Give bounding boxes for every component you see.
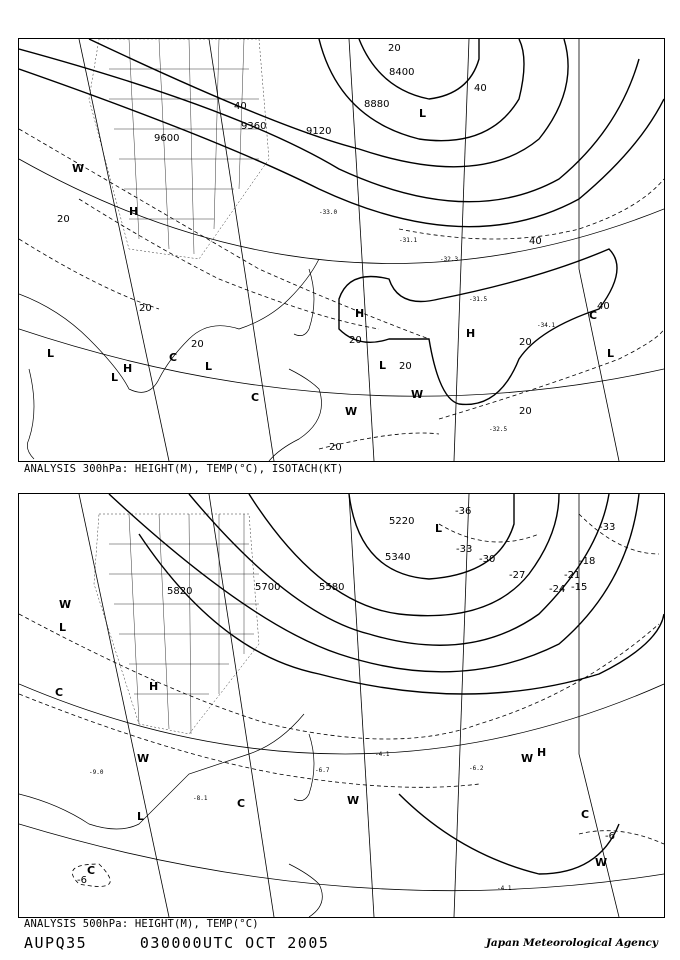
center-l: L [607, 347, 615, 360]
isotach-label: 20 [349, 335, 362, 346]
temp-contour-label: -27 [509, 570, 526, 581]
height-label: 5700 [255, 582, 281, 593]
chart-header [24, 934, 329, 952]
graticule [19, 494, 664, 917]
center-h: H [355, 307, 365, 320]
height-label: 5580 [319, 582, 345, 593]
temp-contour-label: -24 [549, 584, 566, 595]
temp-contour-label: -30 [479, 554, 496, 565]
center-w: W [347, 794, 360, 807]
center-w: W [411, 388, 424, 401]
isotach-label: 20 [519, 337, 532, 348]
panel-500-caption: ANALYSIS 500hPa: HEIGHT(M), TEMP(°C) [24, 918, 259, 930]
hatched-area [94, 514, 259, 734]
temp-label: -31.5 [469, 296, 488, 303]
panel-300-caption: ANALYSIS 300hPa: HEIGHT(M), TEMP(°C), ISOTACH(KT) [24, 463, 344, 475]
center-w: W [72, 162, 85, 175]
isotach-label: 20 [329, 442, 342, 453]
station-temp: -9.0 [89, 769, 104, 776]
center-h: H [149, 680, 159, 693]
height-label: 8880 [364, 99, 390, 110]
center-c: C [251, 391, 260, 404]
map-300hpa-svg [19, 39, 664, 461]
isotach-label: 40 [597, 301, 610, 312]
temp-label: -32.5 [489, 426, 508, 433]
isotach-label: 20 [519, 406, 532, 417]
center-c: C [87, 864, 96, 877]
center-h: H [123, 362, 133, 375]
isotach-label: 20 [57, 214, 70, 225]
center-w: W [595, 856, 608, 869]
height-label: 9120 [306, 126, 332, 137]
chart-code: AUPQ35 [24, 934, 88, 952]
height-label: 5820 [167, 586, 193, 597]
analysis-300hpa-map [18, 38, 665, 462]
center-l: L [435, 522, 443, 535]
temp-contour-label: -6 [605, 831, 615, 842]
temp-contour-label: -15 [571, 582, 588, 593]
center-w: W [345, 405, 358, 418]
center-w: W [59, 598, 72, 611]
temp-contour-label: -36 [455, 506, 472, 517]
isotach-label: 40 [474, 83, 487, 94]
station-temp: -8.1 [193, 795, 208, 802]
graticule [19, 39, 664, 461]
isotach-label: 40 [234, 101, 247, 112]
analysis-500hpa-map [18, 493, 665, 918]
station-temp: -6.7 [315, 767, 330, 774]
map-300hpa-labels [47, 43, 614, 453]
center-h: H [466, 327, 476, 340]
height-label: 9360 [241, 121, 267, 132]
center-c: C [169, 351, 178, 364]
center-l: L [111, 371, 119, 384]
isotach-label: 40 [529, 236, 542, 247]
temp-contour-label: -21 [564, 570, 581, 581]
hatched-area [89, 39, 269, 259]
center-w: W [521, 752, 534, 765]
height-label: 5220 [389, 516, 415, 527]
center-l: L [205, 360, 213, 373]
center-l: L [47, 347, 55, 360]
height-label: 5340 [385, 552, 411, 563]
temp-label: -33.0 [319, 209, 338, 216]
height-label: 8400 [389, 67, 415, 78]
temp-label: -31.1 [399, 237, 418, 244]
center-h: H [129, 205, 139, 218]
center-c: C [589, 309, 598, 322]
center-h: H [537, 746, 547, 759]
temp-contour-label: -33 [456, 544, 473, 555]
station-temp: -4.1 [375, 751, 390, 758]
map-500hpa-svg [19, 494, 664, 917]
center-l: L [137, 810, 145, 823]
center-l: L [419, 107, 427, 120]
center-c: C [237, 797, 246, 810]
center-l: L [379, 359, 387, 372]
center-c: C [55, 686, 64, 699]
isotach-label: 20 [139, 303, 152, 314]
isotach-contours [19, 129, 664, 449]
temp-contour-label: -33 [599, 522, 616, 533]
valid-time: 030000UTC OCT 2005 [139, 934, 330, 952]
temp-label: -34.1 [537, 322, 556, 329]
station-temp: -4.1 [497, 885, 512, 892]
isotach-label: 20 [191, 339, 204, 350]
temp-contour-label: -6 [77, 875, 87, 886]
chart-gap [98, 934, 130, 952]
map-500hpa-labels [55, 506, 615, 892]
center-l: L [59, 621, 67, 634]
center-w: W [137, 752, 150, 765]
coastlines [19, 714, 322, 917]
station-temp: -6.2 [469, 765, 484, 772]
isotach-label: 20 [399, 361, 412, 372]
agency-credit: Japan Meteorological Agency [485, 937, 658, 949]
temp-contour-label: -18 [579, 556, 596, 567]
temp-label: -32.3 [440, 256, 459, 263]
isotach-label: 20 [388, 43, 401, 54]
height-label: 9600 [154, 133, 180, 144]
center-c: C [581, 808, 590, 821]
